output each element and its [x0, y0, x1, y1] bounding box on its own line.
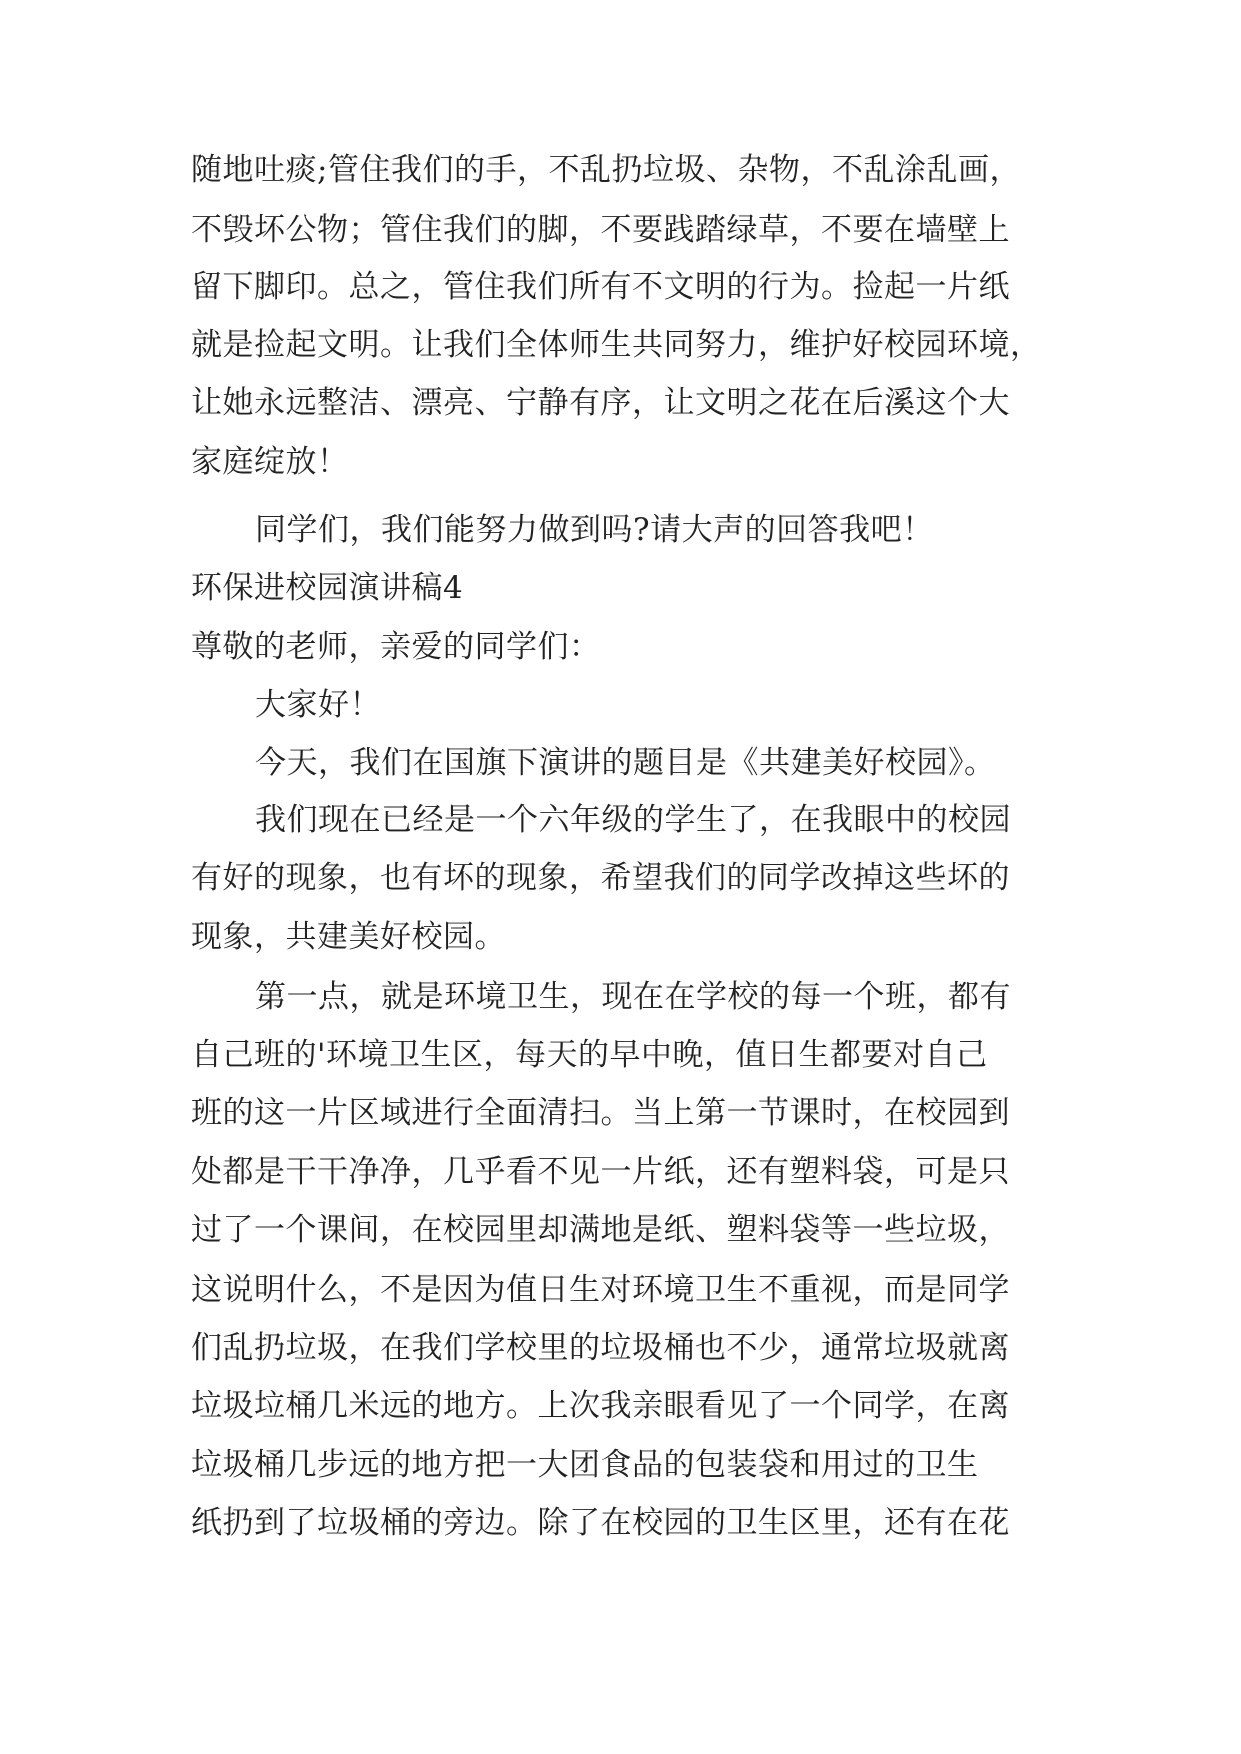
- text-line: 过了一个课间，在校园里却满地是纸、塑料袋等一些垃圾，: [191, 1212, 1010, 1248]
- greeting: 大家好！: [255, 687, 381, 723]
- text-line: 留下脚印。总之，管住我们所有不文明的行为。捡起一片纸: [191, 269, 1010, 305]
- text-line: 我们现在已经是一个六年级的学生了，在我眼中的校园: [255, 802, 1011, 838]
- text-line: 有好的现象，也有坏的现象，希望我们的同学改掉这些坏的: [191, 860, 1010, 896]
- text-line: 今天，我们在国旗下演讲的题目是《共建美好校园》。: [255, 745, 996, 781]
- text-line: 垃圾垃桶几米远的地方。上次我亲眼看见了一个同学，在离: [191, 1388, 1010, 1424]
- text-line: 不毁坏公物；管住我们的脚，不要践踏绿草，不要在墙壁上: [191, 212, 1010, 248]
- text-line: 这说明什么，不是因为值日生对环境卫生不重视，而是同学: [191, 1272, 1010, 1308]
- text-line: 自己班的'环境卫生区，每天的早中晚，值日生都要对自己: [191, 1037, 988, 1073]
- text-line: 班的这一片区域进行全面清扫。当上第一节课时，在校园到: [191, 1095, 1010, 1131]
- text-line: 就是捡起文明。让我们全体师生共同努力，维护好校园环境，: [191, 327, 1042, 363]
- text-line: 同学们，我们能努力做到吗?请大声的回答我吧！: [255, 512, 934, 548]
- text-line: 让她永远整洁、漂亮、宁静有序，让文明之花在后溪这个大: [191, 385, 1010, 421]
- text-line: 纸扔到了垃圾桶的旁边。除了在校园的卫生区里，还有在花: [191, 1505, 1010, 1541]
- section-heading: 环保进校园演讲稿4: [191, 570, 464, 606]
- text-line: 们乱扔垃圾，在我们学校里的垃圾桶也不少，通常垃圾就离: [191, 1330, 1010, 1366]
- text-line: 第一点，就是环境卫生，现在在学校的每一个班，都有: [255, 979, 1011, 1015]
- text-line: 现象，共建美好校园。: [191, 919, 506, 955]
- text-line: 家庭绽放！: [191, 444, 349, 480]
- salutation: 尊敬的老师，亲爱的同学们：: [191, 629, 601, 665]
- text-line: 随地吐痰;管住我们的手，不乱扔垃圾、杂物，不乱涂乱画，: [191, 152, 1021, 188]
- text-line: 处都是干干净净，几乎看不见一片纸，还有塑料袋，可是只: [191, 1154, 1010, 1190]
- text-line: 垃圾桶几步远的地方把一大团食品的包装袋和用过的卫生: [191, 1447, 979, 1483]
